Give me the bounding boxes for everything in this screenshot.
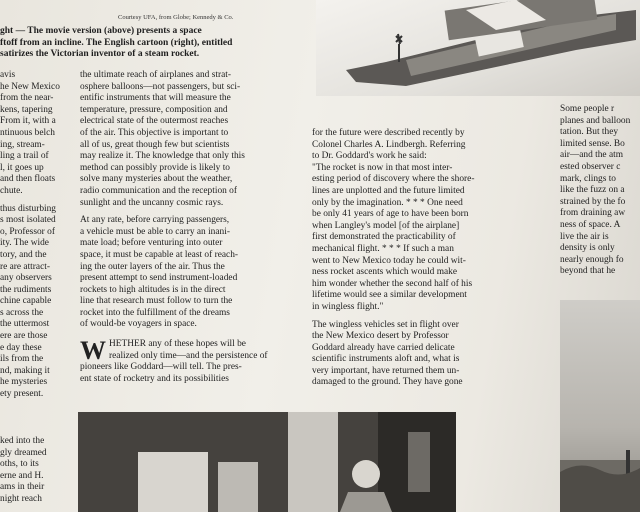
column-line: of the air. This objective is important to — [80, 127, 229, 138]
column-line: air—and the atm — [560, 150, 623, 161]
column-line: ent state of rocketry and its possibilities — [80, 373, 229, 384]
column-line: From it, with a — [0, 116, 56, 127]
column-line: space, it must be capable at least of reach- — [80, 249, 238, 260]
column-line: live the air is — [560, 231, 609, 242]
caption-line: ftoff from an incline. The English cartoon (right), entitled — [0, 37, 233, 48]
column-line: in wingless flight." — [312, 301, 384, 312]
desert-photograph — [560, 300, 640, 512]
column-line: lines are unplotted and the future limited — [312, 185, 465, 196]
column-line: ety present. — [0, 389, 44, 400]
column-line: mechanical flight. * * * If such a man — [312, 243, 454, 254]
column-line: he New Mexico — [0, 81, 60, 92]
column-line: chine capable — [0, 296, 52, 307]
column-line: him wonder whether the second half of his — [312, 278, 473, 289]
goddard-photograph — [78, 412, 456, 512]
drop-cap: W — [80, 336, 106, 366]
middle-column-section — [80, 336, 308, 385]
column-line: and then floats — [0, 174, 56, 185]
middle-column-text — [80, 70, 308, 385]
column-line: be only 41 years of age to have been born — [312, 209, 469, 220]
column-line: when Langley's model [of the airplane] — [312, 220, 460, 231]
column-line: pioneers like Goddard—will tell. The pres- — [80, 362, 242, 373]
column-line: like the fuzz on a — [560, 185, 625, 196]
column-line: limited sense. Bo — [560, 138, 625, 149]
right-column-text — [312, 128, 554, 389]
column-line: esting period of discovery where the shore- — [312, 174, 475, 185]
column-line: mate load; before venturing into outer — [80, 238, 223, 249]
column-line: planes and balloon — [560, 115, 631, 126]
middle-column-body — [80, 70, 308, 331]
column-line: sunlight and the uncanny cosmic rays. — [80, 197, 224, 208]
column-line: ils from the — [0, 354, 44, 365]
caption-line: ght — The movie version (above) presents a space — [0, 26, 202, 36]
column-line: o, Professor of — [0, 226, 55, 237]
column-line: may realize it. The knowledge that only this — [80, 151, 245, 162]
column-line: ness rocket ascents which would make — [312, 267, 458, 278]
cartoon-caption — [0, 26, 310, 61]
column-line: thus disturbing — [0, 203, 56, 214]
column-line: went to New Mexico today he could wit- — [312, 255, 466, 266]
column-line: nearly enough fo — [560, 254, 624, 265]
column-line: tation. But they — [560, 127, 619, 138]
column-line: At any rate, before carrying passengers, — [80, 215, 230, 226]
caption-line: satirizes the Victorian inventor of a steam rocket. — [0, 49, 200, 60]
column-line: ling a trail of — [0, 151, 49, 162]
column-line: osphere balloons—not passengers, but sci- — [80, 81, 241, 92]
column-line: l, it goes up — [0, 162, 44, 173]
left-column-text — [0, 70, 72, 401]
column-line: HETHER any of these hopes will be — [109, 339, 246, 350]
column-line: the ultimate reach of airplanes and strat- — [80, 70, 231, 80]
column-line: lifetime would see a similar development — [312, 290, 467, 301]
column-line: ested observer c — [560, 161, 621, 172]
column-line: line that research must follow to turn the — [80, 296, 233, 307]
column-line: present attempt to send instrument-loaded — [80, 273, 238, 284]
rocket-drawing — [316, 0, 640, 96]
desert-scene — [560, 300, 640, 512]
column-line: ing the outer layers of the air. Thus the — [80, 261, 225, 272]
column-line: all of us, great though few but scientists — [80, 139, 230, 150]
column-line: entific instruments that will measure the — [80, 93, 231, 104]
column-line: chute. — [0, 185, 23, 196]
column-line: "The rocket is now in that most inter- — [312, 162, 453, 173]
column-line: very important, have returned them un- — [312, 365, 460, 376]
column-line: density is only — [560, 243, 615, 254]
column-line: radio communication and the reception of — [80, 185, 237, 196]
column-line: avis — [0, 70, 16, 80]
column-line: night reach — [0, 493, 42, 504]
column-line: ere are those — [0, 331, 48, 342]
column-line: method can possibly provide is likely to — [80, 162, 230, 173]
column-line: the uttermost — [0, 319, 50, 330]
column-line: of would-be voyagers in space. — [80, 319, 197, 330]
column-line: he mysteries — [0, 377, 48, 388]
rocket-cartoon-illustration — [316, 0, 640, 96]
column-line: scientific instruments aloft and, what is — [312, 354, 460, 365]
column-line: beyond that he — [560, 266, 616, 277]
middle-column-section-body — [80, 336, 308, 385]
column-line: strained by the fo — [560, 196, 626, 207]
left-column-text-lower — [0, 436, 72, 506]
column-line: e day these — [0, 342, 42, 353]
column-line: for the future were described recently by — [312, 128, 465, 138]
photo-scene — [78, 412, 456, 512]
column-line: mark, clings to — [560, 173, 616, 184]
column-line: ness of space. A — [560, 219, 621, 230]
column-line: the New Mexico desert by Professor — [312, 331, 449, 342]
column-line: solve many mysteries about the weather, — [80, 174, 233, 185]
column-line: first demonstrated the practicability of — [312, 232, 456, 243]
column-line: re are attract- — [0, 261, 50, 272]
column-line: rockets to high altitudes is in the direct — [80, 284, 226, 295]
column-line: ing, stream- — [0, 139, 45, 150]
column-line: from the near- — [0, 93, 54, 104]
column-line: realized only time—and the persistence of — [109, 350, 268, 361]
column-line: oths, to its — [0, 459, 39, 470]
column-line: any observers — [0, 273, 52, 284]
column-line: The wingless vehicles set in flight over — [312, 319, 459, 330]
column-line: Goddard already have carried delicate — [312, 342, 455, 353]
column-line: a vehicle must be able to carry an inani- — [80, 226, 230, 237]
column-line: s across the — [0, 307, 44, 318]
column-line: to Dr. Goddard's work he said: — [312, 151, 427, 162]
column-line: ked into the — [0, 436, 45, 446]
column-line: erne and H. — [0, 470, 44, 481]
column-line: rocket into the fulfillment of the dreams — [80, 307, 230, 318]
column-line: Colonel Charles A. Lindbergh. Referring — [312, 139, 466, 150]
column-line: electrical state of the outermost reaches — [80, 116, 229, 127]
column-line: tory, and the — [0, 249, 47, 260]
column-line: s most isolated — [0, 215, 56, 226]
column-line: kens, tapering — [0, 104, 53, 115]
far-right-column-text — [560, 104, 640, 278]
photo-credit: Courtesy UFA, from Globe; Kennedy & Co. — [118, 14, 234, 21]
column-line: nd, making it — [0, 365, 50, 376]
column-line: ams in their — [0, 482, 45, 493]
column-line: from draining aw — [560, 208, 626, 219]
column-line: ity. The wide — [0, 238, 49, 249]
column-line: only by the imagination. * * * One need — [312, 197, 463, 208]
column-line: gly dreamed — [0, 447, 47, 458]
column-line: ntinuous belch — [0, 127, 55, 138]
column-line: the rudiments — [0, 284, 52, 295]
column-line: Some people r — [560, 104, 615, 114]
column-line: damaged to the ground. They have gone — [312, 377, 463, 388]
column-line: temperature, pressure, composition and — [80, 104, 228, 115]
